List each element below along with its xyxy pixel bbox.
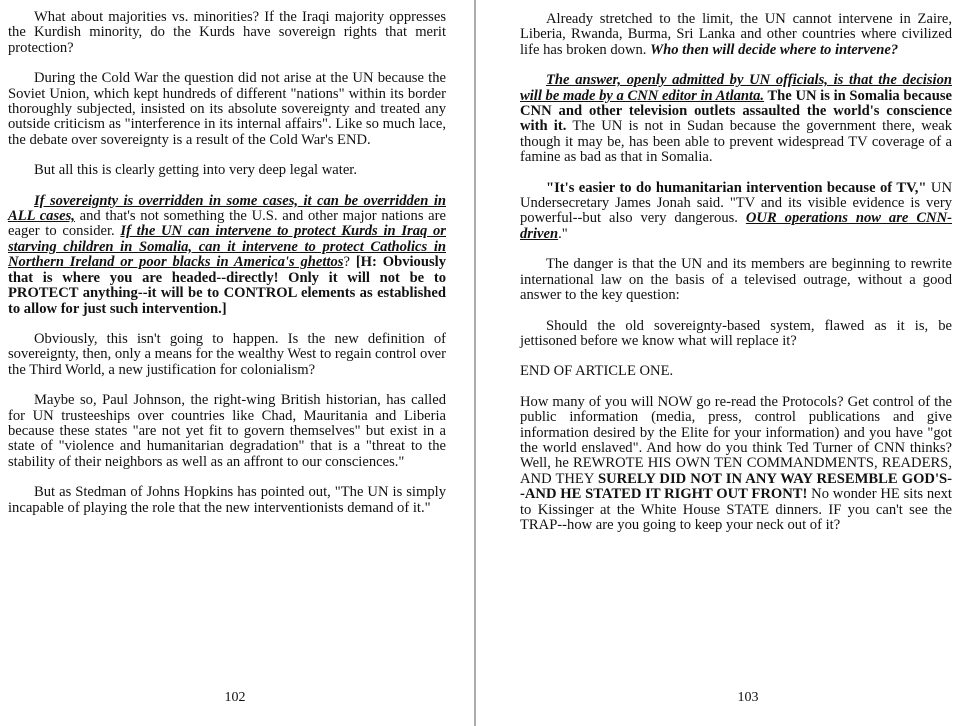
text-run: No wonder HE sits next to Kissinger at the White House STATE dinners. IF you can't see the TRAP--how are you going to keep your neck out of it? (520, 486, 952, 533)
page-number: 103 (737, 690, 759, 705)
paragraph: Should the old sovereignty-based system, flawed as it is, be jettisoned before we know what will replace it? (520, 317, 952, 349)
paragraph: During the Cold War the question did not arise at the UN because the Soviet Union, which kept hundreds of different "nations" within its border thoroughly subjected, insisted on its absolute sovereignty and treated any outside criticism as "interference in its internal affairs". Like so much lace, the debate over sovereignty is a result of the Cold War's END. (8, 70, 446, 148)
page-number: 102 (224, 690, 246, 705)
text-run: UN Undersecretary James Jonah said. "TV and its visible evidence is very powerful--but also very dangerous. (520, 179, 952, 227)
text-run: and that's not something the U.S. and other major nations are eager to consider. (8, 208, 446, 240)
underlined-text: If sovereignty is overridden in some cases, it can be overridden in ALL cases, (8, 192, 446, 225)
bold-comment: [H: Obviously that is where you are headed--directly! Only it will not be to PROTECT anything--it will be to CONTROL elements as established to allow for just such intervention.] (8, 254, 446, 317)
paragraph (520, 395, 952, 534)
paragraph: The danger is that the UN and its members are beginning to rewrite international law on the basis of a televised outrage, without a good answer to the key question: (520, 256, 952, 304)
paragraph: But all this is clearly getting into very deep legal water. (34, 162, 358, 179)
paragraph: What about majorities vs. minorities? If the Iraqi majority oppresses the Kurdish minority, do the Kurds have sovereign rights that merit protection? (8, 9, 446, 56)
text-run: ? (343, 254, 356, 271)
paragraph: Maybe so, Paul Johnson, the right-wing British historian, has called for UN trusteeships over countries like Chad, Mauritania and Liberia because these states "are not yet fit to govern themselves" but exist in a state of "violence and humanitarian degradation" that is a "threat to the stability of their neighbors as well as an affront to our consciences." (8, 392, 446, 470)
underlined-text: The answer, openly admitted by UN officials, is that the decision will be made by a CNN editor in Atlanta. (520, 72, 952, 104)
left-page (0, 0, 470, 726)
underlined-text: OUR operations now are CNN-driven (520, 210, 952, 242)
bold-italic-text: Who then will decide where to intervene? (650, 41, 899, 58)
right-page (488, 0, 966, 726)
bold-text: The UN is in Somalia because CNN and other television outlets assaulted the world's conscience with it. (520, 87, 952, 135)
text-run: Already stretched to the limit, the UN cannot intervene in Zaire, Liberia, Rwanda, Burma, Sri Lanka and other countries where civilized life has broken down. (520, 11, 952, 58)
paragraph: But as Stedman of Johns Hopkins has pointed out, "The UN is simply incapable of playing the role that the new interventionists demand of it." (8, 484, 446, 516)
text-run: ." (558, 225, 568, 242)
bold-text: "It's easier to do humanitarian intervention because of TV," (546, 179, 927, 196)
book-gutter (474, 0, 476, 726)
paragraph (520, 181, 952, 243)
paragraph (520, 12, 952, 58)
paragraph (520, 73, 952, 165)
paragraph: END OF ARTICLE ONE. (520, 363, 674, 380)
paragraph: Obviously, this isn't going to happen. Is the new definition of sovereignty, then, only a means for the wealthy West to regain control over the Third World, a new justification for colonialism? (8, 330, 446, 378)
underlined-text: If the UN can intervene to protect Kurds in Iraq or starving children in Somalia, can it intervene to protect Catholics in Northern Ireland or poor blacks in America's ghettos (8, 223, 446, 271)
paragraph (8, 194, 446, 317)
text-run: The UN is not in Sudan because the government there, weak though it may be, has been able to prevent widespread TV coverage of a famine as bad as that in Somalia. (520, 118, 952, 166)
text-run: How many of you will NOW go re-read the Protocols? Get control of the public information (media, press, control publications and give information desired by the Elite for your information) and you have "got the world enslaved". And how do you think Ted Turner of CNN thinks? Well, he REWROTE HIS OWN TEN COMMANDMENTS, READERS, AND THEY (520, 393, 952, 487)
bold-text: SURELY DID NOT IN ANY WAY RESEMBLE GOD'S--AND HE STATED IT RIGHT OUT FRONT! (520, 470, 952, 503)
